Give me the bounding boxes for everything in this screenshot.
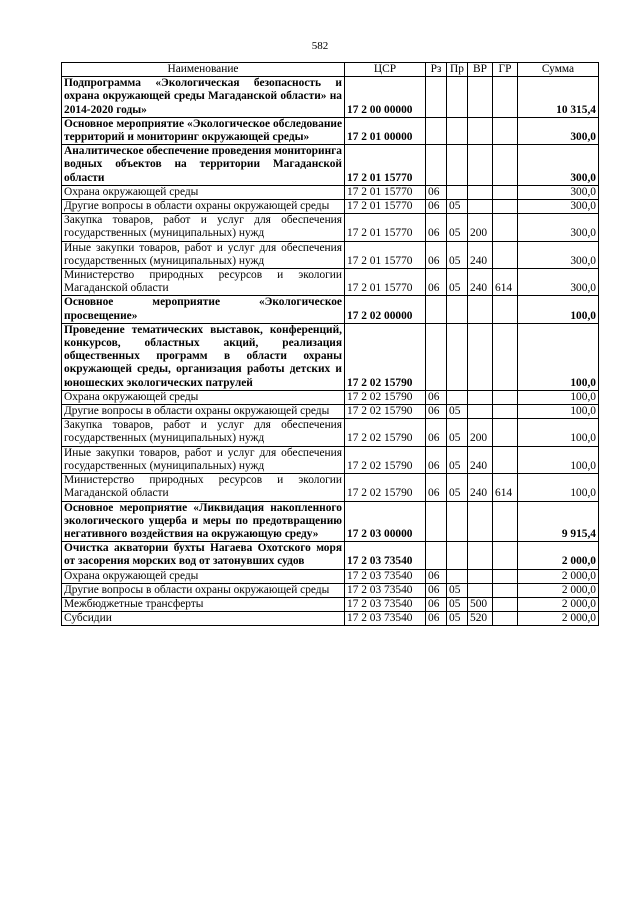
cell-rz — [426, 501, 447, 542]
cell-rz: 06 — [426, 446, 447, 473]
cell-name: Основное мероприятие «Экологическое обследование территорий и мониторинг окружающей среды» — [62, 117, 345, 144]
table-row — [62, 542, 599, 569]
cell-sum: 300,0 — [518, 241, 599, 268]
cell-pr — [447, 117, 468, 144]
cell-vr — [468, 145, 493, 186]
cell-gr — [493, 583, 518, 597]
table-row — [62, 200, 599, 214]
cell-csr: 17 2 02 15790 — [345, 474, 426, 501]
cell-pr — [447, 323, 468, 390]
cell-pr: 05 — [447, 597, 468, 611]
table-row — [62, 390, 599, 404]
cell-pr: 05 — [447, 405, 468, 419]
cell-pr: 05 — [447, 241, 468, 268]
header-name: Наименование — [62, 63, 345, 77]
table-row — [62, 269, 599, 296]
cell-gr — [493, 117, 518, 144]
cell-rz: 06 — [426, 200, 447, 214]
cell-rz: 06 — [426, 241, 447, 268]
page-number: 582 — [311, 40, 329, 52]
cell-vr — [468, 542, 493, 569]
cell-pr — [447, 569, 468, 583]
cell-gr — [493, 446, 518, 473]
header-gr: ГР — [493, 63, 518, 77]
cell-sum: 10 315,4 — [518, 77, 599, 118]
cell-rz — [426, 296, 447, 323]
cell-vr — [468, 501, 493, 542]
cell-rz — [426, 117, 447, 144]
cell-gr — [493, 296, 518, 323]
table-row — [62, 419, 599, 446]
cell-name: Очистка акватории бухты Нагаева Охотского моря от засорения морских вод от затонувших судов — [62, 542, 345, 569]
cell-rz — [426, 323, 447, 390]
cell-gr — [493, 419, 518, 446]
cell-csr: 17 2 02 15790 — [345, 390, 426, 404]
cell-pr — [447, 501, 468, 542]
cell-name: Охрана окружающей среды — [62, 185, 345, 199]
table-row — [62, 117, 599, 144]
cell-vr: 240 — [468, 446, 493, 473]
cell-sum: 100,0 — [518, 419, 599, 446]
cell-pr: 05 — [447, 269, 468, 296]
cell-name: Закупка товаров, работ и услуг для обеспечения государственных (муниципальных) нужд — [62, 419, 345, 446]
cell-gr — [493, 501, 518, 542]
table-row — [62, 612, 599, 626]
cell-name: Министерство природных ресурсов и экологии Магаданской области — [62, 269, 345, 296]
cell-sum: 300,0 — [518, 185, 599, 199]
table-row — [62, 185, 599, 199]
cell-sum: 100,0 — [518, 474, 599, 501]
cell-sum: 2 000,0 — [518, 597, 599, 611]
cell-vr — [468, 185, 493, 199]
cell-name: Другие вопросы в области охраны окружающей среды — [62, 405, 345, 419]
cell-vr — [468, 77, 493, 118]
cell-csr: 17 2 01 15770 — [345, 269, 426, 296]
cell-csr: 17 2 01 15770 — [345, 145, 426, 186]
cell-csr: 17 2 03 00000 — [345, 501, 426, 542]
table-row — [62, 77, 599, 118]
cell-vr: 240 — [468, 241, 493, 268]
cell-csr: 17 2 03 73540 — [345, 569, 426, 583]
cell-rz: 06 — [426, 405, 447, 419]
cell-rz: 06 — [426, 474, 447, 501]
cell-gr — [493, 241, 518, 268]
cell-name: Основное мероприятие «Ликвидация накопленного экологического ущерба и меры по предотвращению негативного воздействия на окружающую среду» — [62, 501, 345, 542]
cell-pr — [447, 77, 468, 118]
cell-rz: 06 — [426, 597, 447, 611]
cell-sum: 100,0 — [518, 390, 599, 404]
cell-pr: 05 — [447, 446, 468, 473]
cell-gr — [493, 185, 518, 199]
header-rz: Рз — [426, 63, 447, 77]
cell-sum: 100,0 — [518, 446, 599, 473]
cell-gr — [493, 145, 518, 186]
cell-pr — [447, 296, 468, 323]
header-vr: ВР — [468, 63, 493, 77]
cell-gr — [493, 323, 518, 390]
cell-vr: 240 — [468, 269, 493, 296]
cell-name: Иные закупки товаров, работ и услуг для обеспечения государственных (муниципальных) нужд — [62, 241, 345, 268]
cell-name: Другие вопросы в области охраны окружающей среды — [62, 583, 345, 597]
table-row — [62, 474, 599, 501]
cell-vr: 200 — [468, 419, 493, 446]
cell-vr — [468, 323, 493, 390]
cell-vr — [468, 296, 493, 323]
cell-vr: 500 — [468, 597, 493, 611]
cell-gr — [493, 597, 518, 611]
cell-gr — [493, 200, 518, 214]
header-sum: Сумма — [518, 63, 599, 77]
cell-sum: 2 000,0 — [518, 542, 599, 569]
cell-vr — [468, 583, 493, 597]
cell-gr — [493, 569, 518, 583]
cell-sum: 300,0 — [518, 145, 599, 186]
cell-rz: 06 — [426, 214, 447, 241]
cell-pr: 05 — [447, 612, 468, 626]
cell-csr: 17 2 02 15790 — [345, 323, 426, 390]
cell-csr: 17 2 01 15770 — [345, 200, 426, 214]
budget-table — [61, 62, 599, 626]
cell-pr: 05 — [447, 214, 468, 241]
cell-sum: 2 000,0 — [518, 612, 599, 626]
cell-pr: 05 — [447, 583, 468, 597]
cell-rz — [426, 542, 447, 569]
cell-vr — [468, 117, 493, 144]
cell-name: Проведение тематических выставок, конференций, конкурсов, областных акций, реализация общественных программ в области охраны окружающей среды, организация работы детских и юношеских экологических патрулей — [62, 323, 345, 390]
cell-name: Закупка товаров, работ и услуг для обеспечения государственных (муниципальных) нужд — [62, 214, 345, 241]
table-row — [62, 323, 599, 390]
cell-rz: 06 — [426, 185, 447, 199]
header-csr: ЦСР — [345, 63, 426, 77]
cell-name: Подпрограмма «Экологическая безопасность и охрана окружающей среды Магаданской области» на 2014-2020 годы» — [62, 77, 345, 118]
table-row — [62, 446, 599, 473]
cell-vr: 200 — [468, 214, 493, 241]
table-row — [62, 145, 599, 186]
cell-csr: 17 2 02 15790 — [345, 446, 426, 473]
cell-rz: 06 — [426, 569, 447, 583]
table-row — [62, 569, 599, 583]
cell-vr — [468, 200, 493, 214]
cell-csr: 17 2 01 15770 — [345, 241, 426, 268]
cell-sum: 100,0 — [518, 405, 599, 419]
cell-vr: 520 — [468, 612, 493, 626]
cell-name: Другие вопросы в области охраны окружающей среды — [62, 200, 345, 214]
table-row — [62, 583, 599, 597]
cell-csr: 17 2 02 00000 — [345, 296, 426, 323]
cell-sum: 300,0 — [518, 200, 599, 214]
cell-sum: 300,0 — [518, 269, 599, 296]
cell-vr: 240 — [468, 474, 493, 501]
cell-gr — [493, 542, 518, 569]
header-pr: Пр — [447, 63, 468, 77]
cell-csr: 17 2 02 15790 — [345, 419, 426, 446]
table-row — [62, 501, 599, 542]
cell-name: Министерство природных ресурсов и экологии Магаданской области — [62, 474, 345, 501]
cell-name: Охрана окружающей среды — [62, 390, 345, 404]
cell-rz — [426, 145, 447, 186]
cell-rz: 06 — [426, 390, 447, 404]
cell-pr: 05 — [447, 474, 468, 501]
table-row — [62, 296, 599, 323]
cell-csr: 17 2 01 00000 — [345, 117, 426, 144]
cell-csr: 17 2 01 15770 — [345, 185, 426, 199]
cell-name: Аналитическое обеспечение проведения мониторинга водных объектов на территории Магаданской области — [62, 145, 345, 186]
cell-name: Основное мероприятие «Экологическое просвещение» — [62, 296, 345, 323]
cell-csr: 17 2 00 00000 — [345, 77, 426, 118]
cell-rz: 06 — [426, 583, 447, 597]
cell-sum: 300,0 — [518, 214, 599, 241]
table-row — [62, 597, 599, 611]
cell-csr: 17 2 03 73540 — [345, 597, 426, 611]
cell-name: Иные закупки товаров, работ и услуг для обеспечения государственных (муниципальных) нужд — [62, 446, 345, 473]
cell-csr: 17 2 01 15770 — [345, 214, 426, 241]
cell-rz: 06 — [426, 419, 447, 446]
table-header-row — [62, 63, 599, 77]
cell-pr: 05 — [447, 419, 468, 446]
cell-rz — [426, 77, 447, 118]
cell-pr — [447, 145, 468, 186]
cell-name: Межбюджетные трансферты — [62, 597, 345, 611]
cell-gr — [493, 77, 518, 118]
cell-csr: 17 2 03 73540 — [345, 612, 426, 626]
cell-sum: 2 000,0 — [518, 583, 599, 597]
cell-gr — [493, 214, 518, 241]
cell-gr: 614 — [493, 269, 518, 296]
cell-sum: 9 915,4 — [518, 501, 599, 542]
cell-sum: 2 000,0 — [518, 569, 599, 583]
cell-name: Субсидии — [62, 612, 345, 626]
cell-sum: 300,0 — [518, 117, 599, 144]
cell-gr — [493, 390, 518, 404]
table-row — [62, 214, 599, 241]
cell-sum: 100,0 — [518, 323, 599, 390]
cell-pr — [447, 542, 468, 569]
cell-csr: 17 2 03 73540 — [345, 583, 426, 597]
table-row — [62, 241, 599, 268]
cell-csr: 17 2 03 73540 — [345, 542, 426, 569]
cell-sum: 100,0 — [518, 296, 599, 323]
cell-pr — [447, 390, 468, 404]
cell-pr: 05 — [447, 200, 468, 214]
cell-vr — [468, 569, 493, 583]
cell-vr — [468, 405, 493, 419]
cell-vr — [468, 390, 493, 404]
cell-name: Охрана окружающей среды — [62, 569, 345, 583]
cell-gr — [493, 612, 518, 626]
cell-rz: 06 — [426, 612, 447, 626]
cell-csr: 17 2 02 15790 — [345, 405, 426, 419]
cell-rz: 06 — [426, 269, 447, 296]
cell-gr — [493, 405, 518, 419]
table-row — [62, 405, 599, 419]
cell-pr — [447, 185, 468, 199]
cell-gr: 614 — [493, 474, 518, 501]
